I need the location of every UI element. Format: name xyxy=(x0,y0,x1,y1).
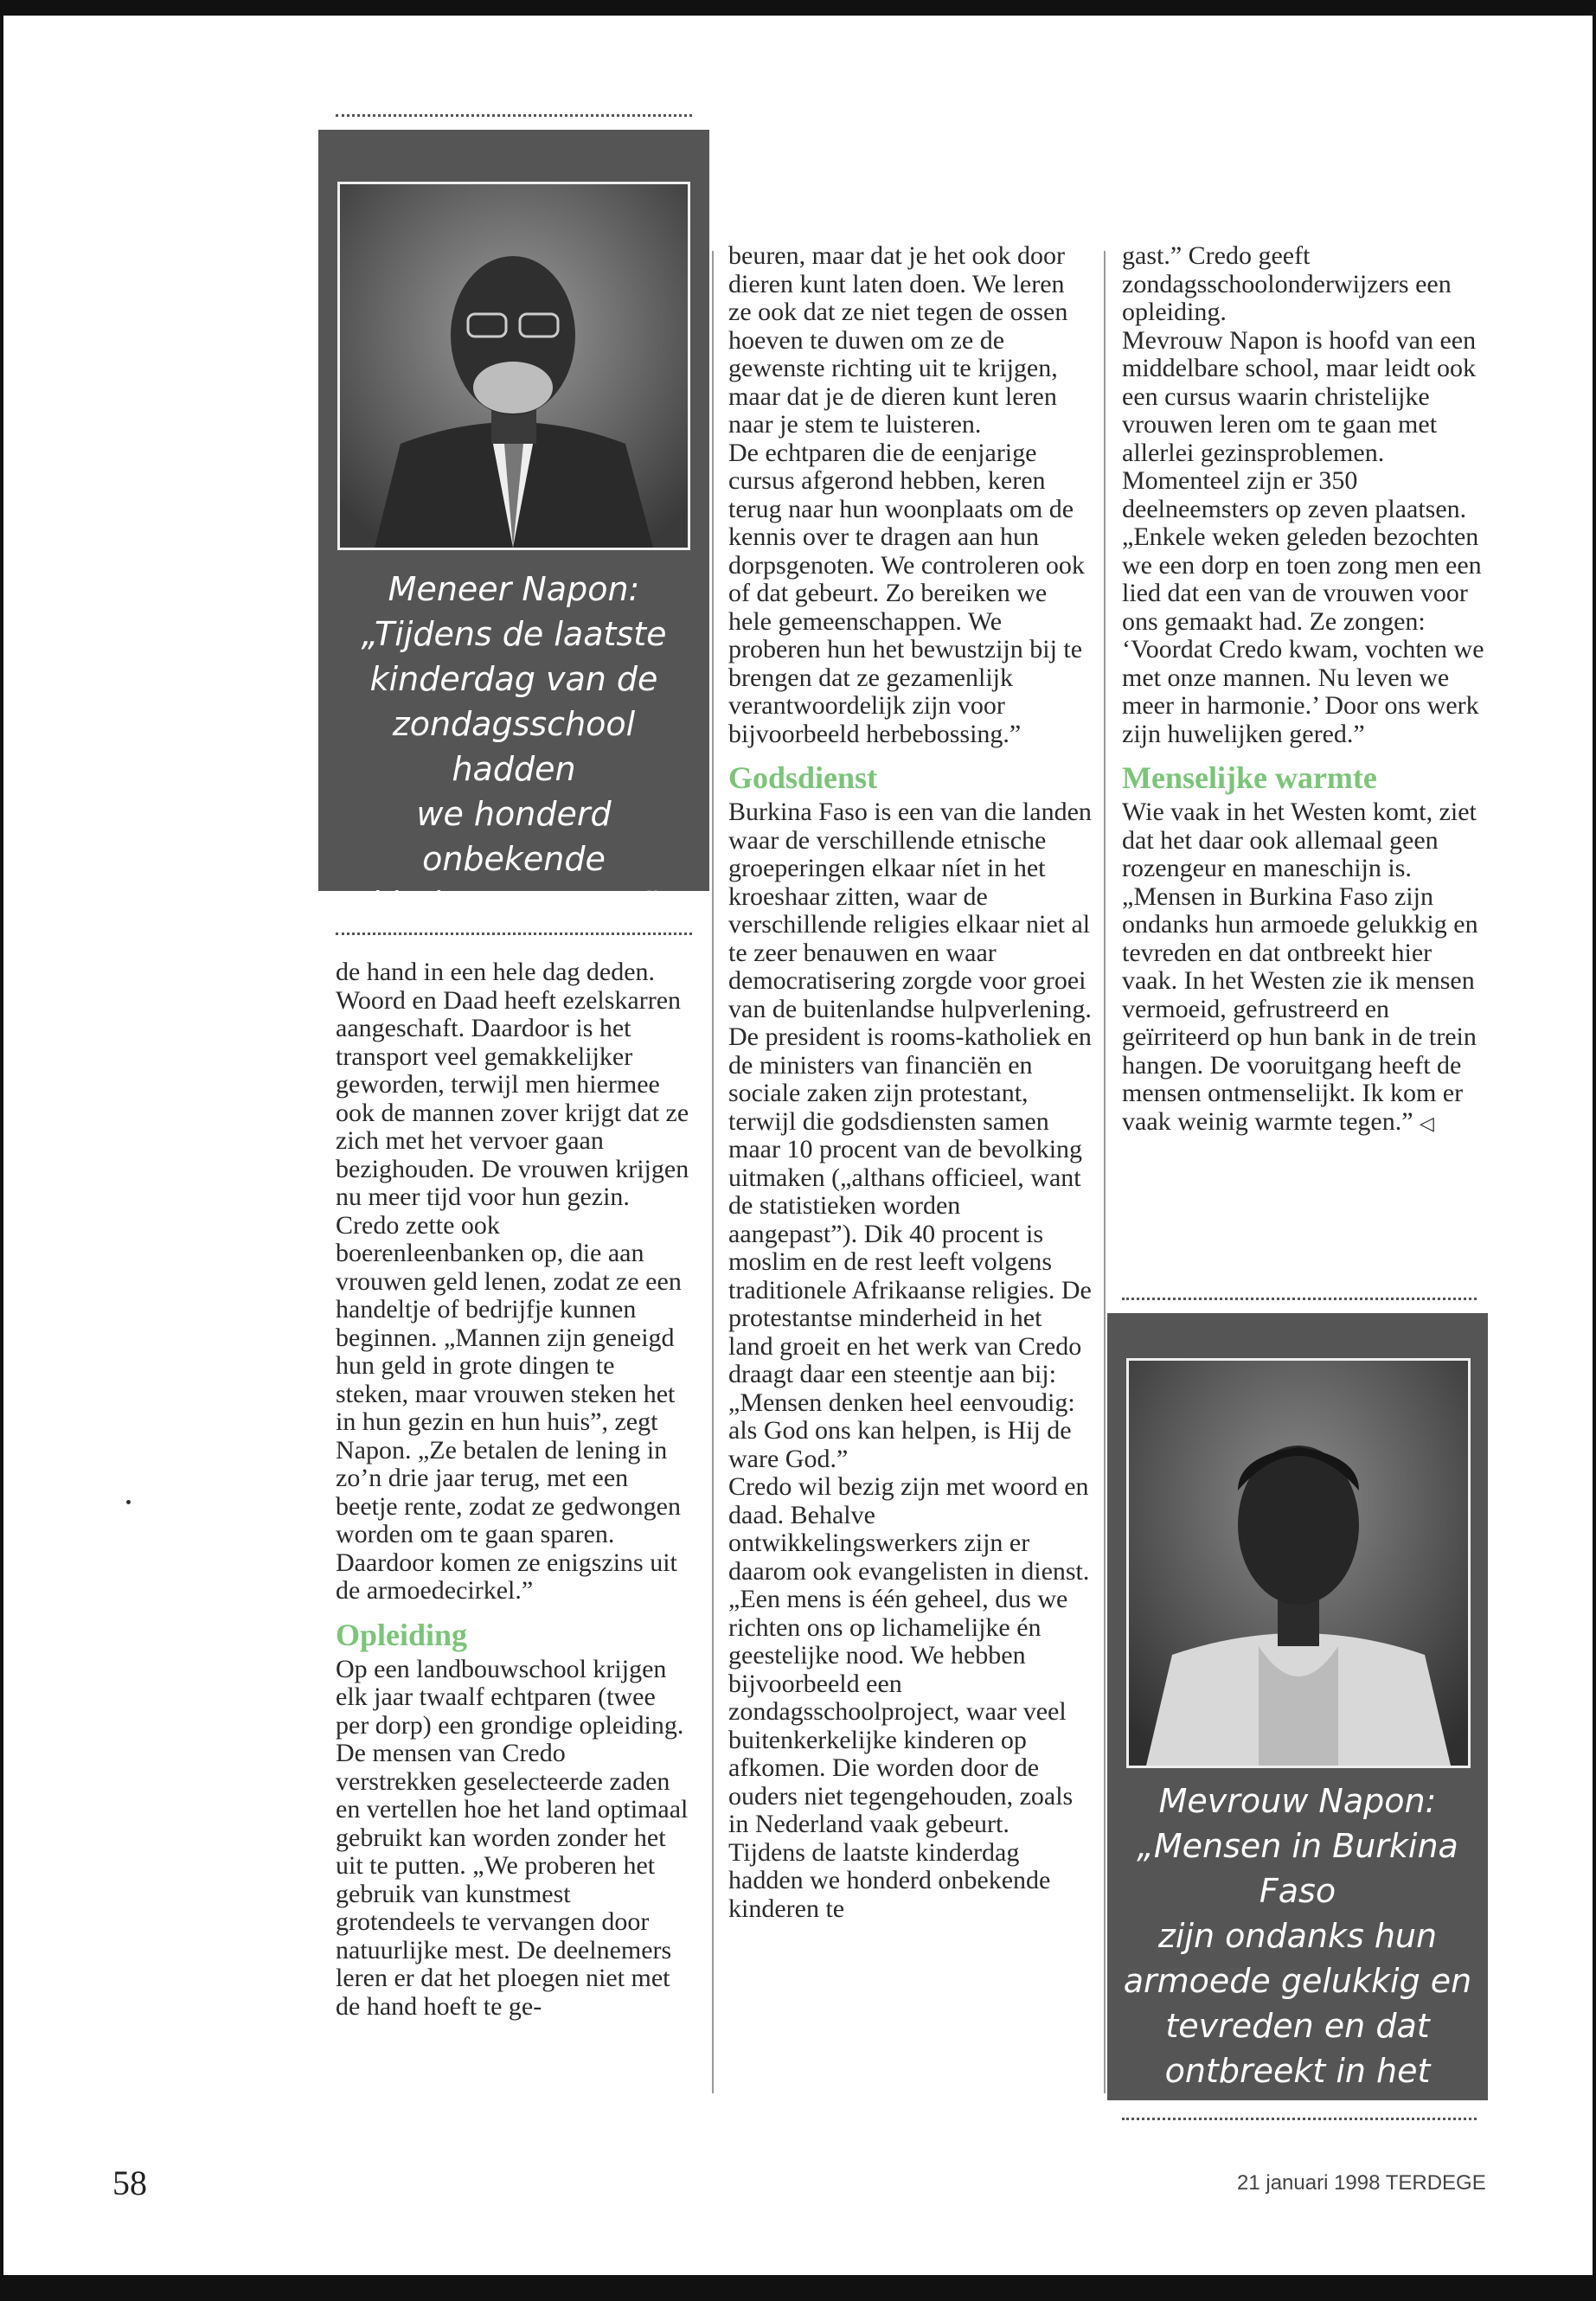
caption2-line: vaak” xyxy=(1249,2142,1346,2180)
paragraph: de hand in een hele dag deden. Woord en Daad heeft ezelskarren aangeschaft. Daardoor is het transport veel gemakkelijker geworden, terwijl men hiermee ook de mannen zover krijgt dat ze zich met het vervoer gaan bezighouden. De vrouwen krijgen nu meer tijd voor hun gezin. xyxy=(336,958,689,1211)
paragraph: beuren, maar dat je het ook door dieren kunt laten doen. We leren ze ook dat ze niet tegen de ossen hoeven te duwen om ze de gewenste richting uit te krijgen, maar dat je de dieren kunt leren naar je stem te luisteren. xyxy=(728,241,1068,439)
section-heading-godsdienst: Godsdienst xyxy=(728,760,878,795)
paragraph xyxy=(1122,798,1485,1138)
photo-box-meneer-napon xyxy=(318,130,709,923)
photo-mevrouw-napon xyxy=(1126,1358,1471,1768)
caption1-line: kinderen te gast” xyxy=(370,885,657,923)
dotted-rule-bottom-right xyxy=(1122,2118,1477,2120)
dotted-rule-top-left xyxy=(336,114,692,117)
caption-mevrouw-napon xyxy=(1112,1779,1483,2183)
caption1-line: kinderdag van de xyxy=(369,660,658,698)
caption2-line: zijn ondanks hun xyxy=(1157,1917,1438,1955)
caption1-line: Meneer Napon: xyxy=(388,570,640,608)
column-2 xyxy=(728,242,1092,1923)
paragraph: Burkina Faso is een van die landen waar de verschillende etnische groeperingen elkaar níet in het kroeshaar zitten, waar de verschillende religies elkaar niet al te zeer benauwen en waar democratisering zorgde voor groei van de buitenlandse hulpverlening. De president is rooms-katholiek en de ministers van financiën en sociale zaken zijn protestant, terwijl die godsdiensten samen maar 10 procent van de bevolking uitmaken („althans officieel, want de statistieken worden aangepast”). Dik 40 procent is moslim en de rest leeft volgens traditionele Afrikaanse religies. De protestantse minderheid in het land groeit en het werk van Credo draagt daar een steentje aan bij: „Mensen denken heel eenvoudig: als God ons kan helpen, is Hij de ware God.” xyxy=(728,798,1092,1473)
dotted-rule-mid-right xyxy=(1122,1298,1477,1300)
section-heading-menselijke-warmte: Menselijke warmte xyxy=(1122,760,1377,795)
portrait-man-image xyxy=(340,184,688,548)
end-mark-icon: ◁ xyxy=(1420,1112,1434,1135)
column-rule-2 xyxy=(1104,251,1106,2093)
caption2-line: armoede gelukkig en xyxy=(1123,1962,1472,2000)
column-3 xyxy=(1122,242,1485,1138)
stray-dot xyxy=(126,1500,131,1504)
paragraph: gast.” Credo geeft zondagsschoolonderwijzers een opleiding. xyxy=(1122,241,1452,326)
photo-box-mevrouw-napon xyxy=(1107,1313,1488,2180)
caption2-line: ontbreekt in het Westen xyxy=(1164,2052,1431,2135)
paragraph: Op een landbouwschool krijgen elk jaar twaalf echtparen (twee per dorp) een grondige opleiding. De mensen van Credo verstrekken geselecteerde zaden en vertellen hoe het land optimaal gebruikt kan worden zonder het uit te putten. „We proberen het gebruik van kunstmest grotendeels te vervangen door natuurlijke mest. De deelnemers leren er dat het ploegen niet met de hand hoeft te ge- xyxy=(336,1654,689,2021)
portrait-woman-image xyxy=(1129,1361,1468,1766)
paragraph-text: Wie vaak in het Westen komt, ziet dat het daar ook allemaal geen rozengeur en maneschijn is. „Mensen in Burkina Faso zijn ondanks hun armoede gelukkig en tevreden en dat ontbreekt hier vaak. In het Westen zie ik mensen vermoeid, gefrustreerd en geïrriteerd op hun bank in de trein hangen. De vooruitgang heeft de mensen ontmenselijkt. Ik kom er vaak weinig warmte tegen.” xyxy=(1122,798,1478,1136)
section-heading-opleiding: Opleiding xyxy=(336,1617,468,1652)
paragraph: Mevrouw Napon is hoofd van een middelbare school, maar leidt ook een cursus waarin christelijke vrouwen leren om te gaan met allerlei gezinsproblemen. Momenteel zijn er 350 deelneemsters op zeven plaatsen. „Enkele weken geleden bezochten we een dorp en toen zong men een lied dat een van de vrouwen voor ons gemaakt had. Ze zongen: ‘Voordat Credo kwam, vochten we met onze mannen. Nu leven we meer in harmonie.’ Door ons werk zijn huwelijken gered.” xyxy=(1122,325,1484,748)
column-rule-1 xyxy=(712,251,714,2093)
paragraph: Credo wil bezig zijn met woord en daad. Behalve ontwikkelingswerkers zijn er daarom ook evangelisten in dienst. „Een mens is één geheel, dus we richten ons op lichamelijke én geestelijke nood. We hebben bijvoorbeeld een zondagsschoolproject, waar veel buitenkerkelijke kinderen op afkomen. Die worden door de ouders niet tegengehouden, zoals in Nederland vaak gebeurt. Tijdens de laatste kinderdag hadden we honderd onbekende kinderen te xyxy=(728,1472,1090,1923)
caption2-line: „Mensen in Burkina Faso xyxy=(1137,1827,1458,1910)
photo-meneer-napon xyxy=(337,182,690,550)
caption2-line: tevreden en dat xyxy=(1165,2007,1430,2045)
paragraph: Credo zette ook boerenleenbanken op, die aan vrouwen geld lenen, zodat ze een handeltje of bedrijfje kunnen beginnen. „Mannen zijn geneigd hun geld in grote dingen te steken, maar vrouwen steken het in hun gezin en hun huis”, zegt Napon. „Ze betalen de lening in zo’n drie jaar terug, met een beetje rente, zodat ze gedwongen worden om te gaan sparen. Daardoor komen ze enigszins uit de armoedecirkel.” xyxy=(336,1210,682,1605)
page-number: 58 xyxy=(112,2163,147,2202)
page-footer: 21 januari 1998 TERDEGE xyxy=(1237,2171,1486,2195)
column-1 xyxy=(336,958,692,2021)
caption1-line: „Tijdens de laatste xyxy=(361,615,667,653)
caption-meneer-napon xyxy=(327,567,701,926)
caption1-line: zondagsschool hadden xyxy=(392,705,636,788)
paragraph: De echtparen die de eenjarige cursus afgerond hebben, keren terug naar hun woonplaats om de kennis over te dragen aan hun dorpsgenoten. We controleren ook of dat gebeurt. Zo bereiken we hele gemeenschappen. We proberen hun het bewustzijn bij te brengen dat ze gezamenlijk verantwoordelijk zijn voor bijvoorbeeld herbebossing.” xyxy=(728,438,1085,748)
caption2-line: Mevrouw Napon: xyxy=(1158,1782,1437,1820)
dotted-rule-mid-left xyxy=(336,933,692,935)
caption1-line: we honderd onbekende xyxy=(416,795,612,878)
